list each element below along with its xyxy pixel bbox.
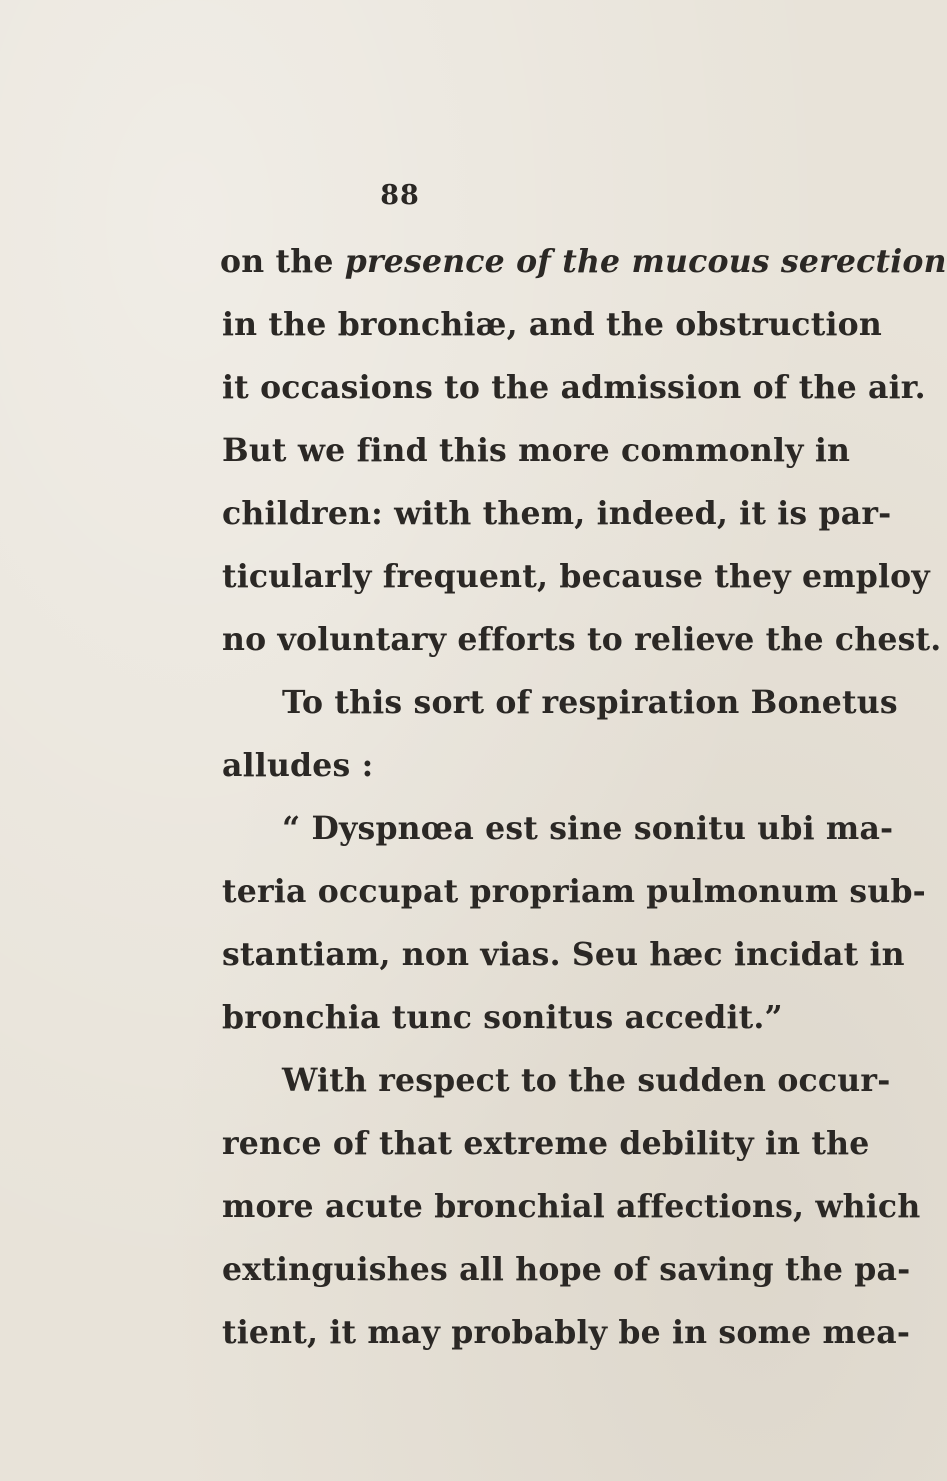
- text-line: it occasions to the admission of the air.: [222, 369, 926, 406]
- text-line: teria occupat propriam pulmonum sub-: [222, 873, 926, 910]
- text-line: stantiam, non vias. Seu hæc incidat in: [222, 936, 905, 973]
- text-line: alludes :: [222, 747, 374, 784]
- text-line: rence of that extreme debility in the: [222, 1125, 870, 1162]
- page-number: 88: [380, 180, 420, 211]
- body-text: [220, 237, 947, 1371]
- text-line: But we find this more commonly in: [222, 432, 851, 469]
- text-line: more acute bronchial affections, which: [222, 1188, 921, 1225]
- text-line: bronchia tunc sonitus accedit.”: [222, 999, 783, 1036]
- text-line: ticularly frequent, because they employ: [222, 558, 930, 595]
- text-line: children: with them, indeed, it is par-: [222, 495, 892, 532]
- text-line: extinguishes all hope of saving the pa-: [222, 1251, 911, 1288]
- text-line: no voluntary efforts to relieve the chest.: [222, 621, 942, 658]
- text-line: on the presence of the mucous serection: [220, 243, 947, 280]
- text-line: “ Dyspnœa est sine sonitu ubi ma-: [282, 810, 894, 847]
- text-line: With respect to the sudden occur-: [282, 1062, 891, 1099]
- text-line: To this sort of respiration Bonetus: [282, 684, 898, 721]
- text-line: in the bronchiæ, and the obstruction: [222, 306, 882, 343]
- text-line: tient, it may probably be in some mea-: [222, 1314, 911, 1351]
